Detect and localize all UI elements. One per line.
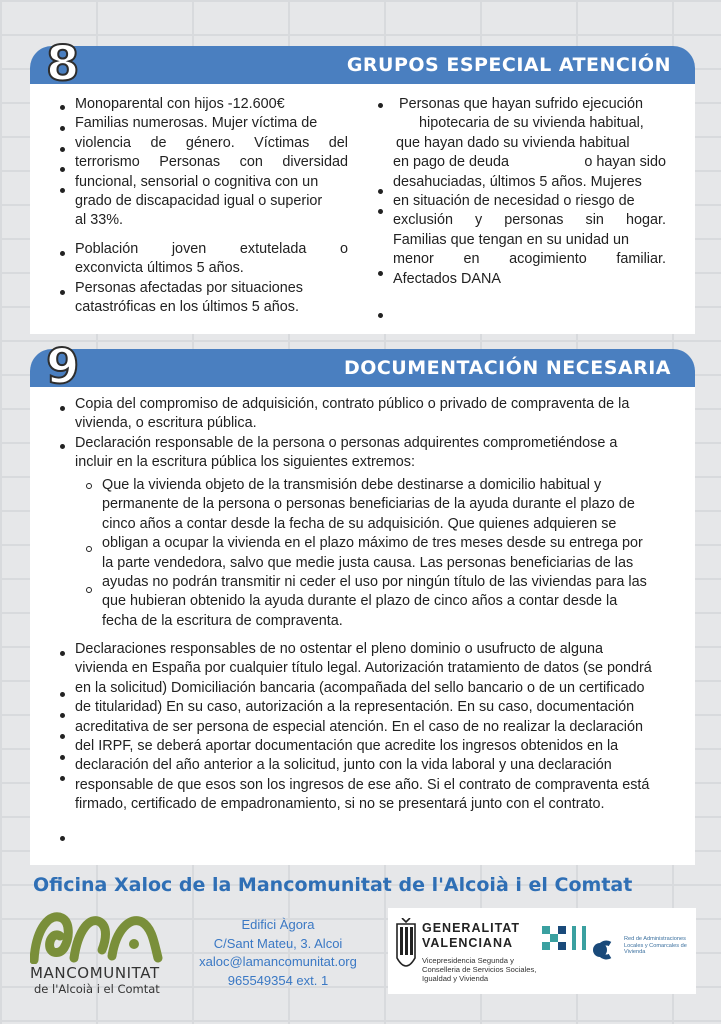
text-line: Afectados DANA — [393, 270, 501, 287]
text-line: Copia del compromiso de adquisición, contrato público o privado de compraventa de la — [75, 396, 630, 412]
generalitat-title-line-2: VALENCIANA — [422, 936, 514, 950]
xaloc-network-text: Red de Administraciones Locales y Comarcales de Vivienda — [624, 936, 687, 956]
section-9-block-2 — [102, 476, 697, 631]
bullet — [60, 188, 65, 193]
bullet — [378, 189, 383, 194]
bullet — [378, 209, 383, 214]
text-line: Familias que tengan en su unidad un — [393, 231, 630, 248]
section-8-title: GRUPOS ESPECIAL ATENCIÓN — [346, 54, 671, 76]
section-9-block-3 — [75, 640, 697, 815]
text-line: desahuciadas, últimos 5 años. Mujeres — [393, 173, 642, 190]
text-line: ayudas no podrán transmitir ni ceder el uso por ningún título de las viviendas para las — [102, 574, 647, 591]
text-line: Familias numerosas. Mujer víctima de — [75, 115, 318, 132]
bullet — [60, 713, 65, 718]
institutional-logos — [388, 908, 696, 994]
bullet — [378, 271, 383, 276]
text-line: en situación de necesidad o riesgo de — [393, 193, 635, 210]
section-8-left-column — [75, 95, 348, 317]
text-line: Declaraciones responsables de no ostentar el pleno dominio o usufructo de alguna — [75, 641, 603, 657]
bullet — [60, 444, 65, 449]
bullet — [60, 406, 65, 411]
contact-phone: 965549354 ext. 1 — [227, 972, 329, 988]
section-9-banner — [30, 349, 695, 387]
bullet — [60, 692, 65, 697]
text-line: que hubieran obtenido la ayuda durante el plazo de cinco años a contar desde la — [102, 593, 618, 610]
bullet — [378, 313, 383, 318]
sub-bullet — [86, 587, 92, 593]
bullet — [60, 651, 65, 656]
text-line: Que la vivienda objeto de la transmisión debe destinarse a domicilio habitual y — [102, 477, 602, 493]
sub-bullet — [86, 483, 92, 489]
text-line: en la solicitud) Domiciliación bancaria (acompañada del sello bancario o de un certificado — [75, 679, 645, 696]
logo-name: MANCOMUNITAT — [30, 964, 160, 982]
mancomunitat-logo — [30, 908, 170, 1000]
bullet — [60, 776, 65, 781]
bullet — [60, 126, 65, 131]
contact-email[interactable]: xaloc@lamancomunitat.org — [199, 954, 357, 969]
bullet — [60, 734, 65, 739]
text-line: grado de discapacidad igual o superior — [75, 193, 323, 210]
text-line: hipotecaria de su vivienda habitual, — [419, 115, 644, 132]
text-line: exconvicta últimos 5 años. — [75, 260, 244, 277]
text-line: responsable de que esos son los ingresos de ese año. Si el contrato de compraventa está — [75, 776, 650, 793]
text-line: de titularidad) En su caso, autorización a la representación. En su caso, documentación — [75, 699, 635, 716]
text-line: catastróficas en los últimos 5 años. — [75, 299, 299, 316]
text-line: firmado, certificado de empadronamiento, si no se presentará junto con el contrato. — [75, 796, 605, 813]
contact-info — [178, 916, 378, 990]
text-line: cinco años a contar desde la fecha de su adquisición. Que quienes adquieren se — [102, 515, 617, 532]
text-line: fecha de la escritura de compraventa. — [102, 612, 343, 629]
text-line: Personas afectadas por situaciones — [75, 279, 303, 296]
mancomunitat-logo-icon — [30, 908, 170, 964]
text-line: menor en acogimiento familiar. — [393, 251, 666, 268]
text-line: Población joven extutelada o — [75, 240, 348, 257]
section-8-right-column — [393, 95, 666, 289]
text-line: Monoparental con hijos -12.600€ — [75, 96, 285, 112]
text-line: violencia de género. Víctimas del — [75, 134, 348, 151]
text-fragment: o hayan sido — [584, 154, 666, 171]
bullet — [60, 167, 65, 172]
bullet — [60, 836, 65, 841]
text-line: obligan a ocupar la vivienda en el plazo máximo de tres meses desde su entrega por — [102, 535, 643, 552]
generalitat-subtitle: Vicepresidencia Segunda y Conselleria de Servicios Sociales, Igualdad y Vivienda — [422, 956, 537, 984]
section-8-number: 8 — [46, 36, 80, 92]
text-line: Declaración responsable de la persona o personas adquirentes comprometiéndose a — [75, 434, 618, 451]
xaloc-logo-icon — [542, 922, 622, 962]
generalitat-title — [422, 921, 532, 951]
text-line: vivienda, o escritura pública. — [75, 415, 257, 432]
logo-subtitle: de l'Alcoià i el Comtat — [34, 982, 160, 996]
bullet — [60, 147, 65, 152]
text-line: Personas que hayan sufrido ejecución — [399, 96, 644, 112]
sub-bullet — [86, 546, 92, 552]
text-line: declaración del año anterior a la solicitud, junto con la vida laboral y una declaración — [75, 757, 612, 774]
office-title: Oficina Xaloc de la Mancomunitat de l'Alcoià i el Comtat — [33, 874, 633, 896]
bullet — [60, 290, 65, 295]
text-line: incluir en la escritura pública los siguientes extremos: — [75, 454, 415, 471]
bullet — [60, 105, 65, 110]
text-line — [393, 153, 666, 172]
contact-building: Edifici Àgora — [241, 917, 315, 932]
bullet — [60, 251, 65, 256]
bullet — [378, 103, 383, 108]
section-9-number: 9 — [46, 339, 80, 395]
contact-address: C/Sant Mateu, 3. Alcoi — [213, 935, 343, 951]
section-9-title: DOCUMENTACIÓN NECESARIA — [343, 357, 671, 379]
text-line: la parte vendedora, salvo que medie justa causa. Las personas beneficiarias de las — [102, 554, 634, 571]
text-line: acreditativa de ser persona de especial atención. En el caso de no realizar la declaración — [75, 718, 643, 735]
generalitat-title-line-1: GENERALITAT — [422, 921, 521, 935]
generalitat-valenciana-emblem-icon — [394, 918, 418, 978]
section-8-banner — [30, 46, 695, 84]
text-line: del IRPF, se deberá aportar documentación que acredite los ingresos obtenidos en la — [75, 738, 619, 755]
section-9-block-1 — [75, 395, 697, 473]
text-line: funcional, sensorial o cognitiva con un — [75, 173, 319, 190]
text-line: vivienda en España por cualquier título legal. Autorización tratamiento de datos (se pondrá — [75, 660, 652, 677]
text-line: terrorismo Personas con diversidad — [75, 154, 348, 171]
text-line: permanente de la persona o personas beneficiarias de la ayuda durante el plazo de — [102, 496, 635, 513]
text-line: exclusión y personas sin hogar. — [393, 212, 666, 229]
text-line: que hayan dado su vivienda habitual — [396, 134, 630, 151]
text-line: al 33%. — [75, 212, 123, 229]
text-fragment: en pago de deuda — [393, 154, 510, 171]
bullet — [60, 755, 65, 760]
